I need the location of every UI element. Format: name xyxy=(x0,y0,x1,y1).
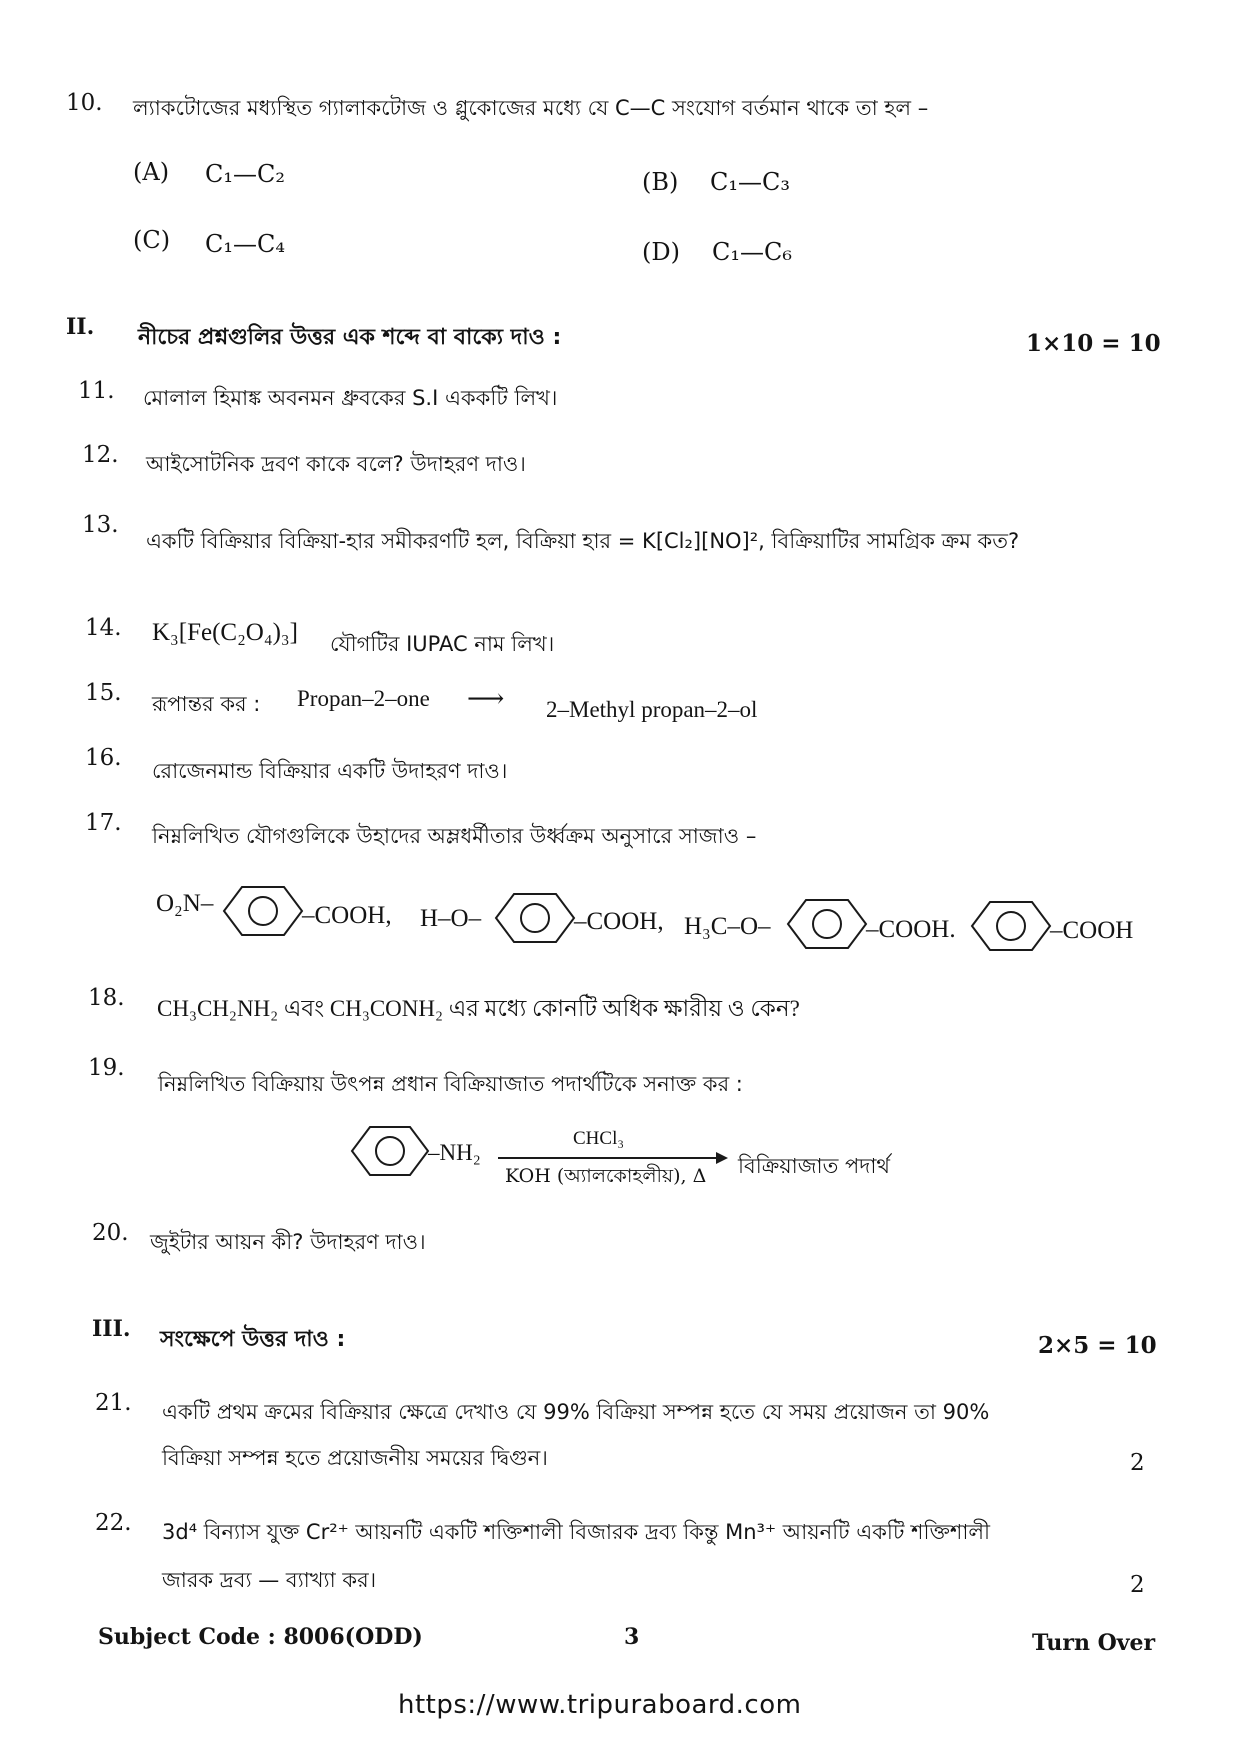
question-text: নিম্নলিখিত যৌগগুলিকে উহাদের অম্লধর্মীতার উর্ধ্বক্রম অনুসারে সাজাও – xyxy=(152,824,757,848)
question-number: 16. xyxy=(85,745,122,771)
question-number: 19. xyxy=(88,1055,125,1081)
compound-suffix: –COOH, xyxy=(302,902,392,929)
reaction-arrow: ⟶ xyxy=(467,684,505,713)
option-label: (B) xyxy=(642,168,679,196)
compound-suffix: –COOH, xyxy=(574,908,664,935)
compound-prefix: H–O– xyxy=(420,905,482,932)
reactant-name: Propan–2–one xyxy=(297,686,430,711)
question-number: 13. xyxy=(82,512,119,538)
question-number: 21. xyxy=(95,1390,132,1416)
question-number: 22. xyxy=(95,1510,132,1536)
reagent-bottom: KOH (অ্যালকোহলীয়), Δ xyxy=(505,1165,707,1187)
subject-code: Subject Code : 8006(ODD) xyxy=(98,1624,423,1650)
question-number: 14. xyxy=(85,615,122,641)
option-label: (D) xyxy=(642,238,680,266)
section-marks: 2×5 = 10 xyxy=(1038,1332,1157,1359)
question-text-line2: জারক দ্রব্য — ব্যাখ্যা কর। xyxy=(162,1568,377,1592)
question-text: রূপান্তর কর : xyxy=(152,692,261,716)
option-text: C₁—C₃ xyxy=(710,168,790,196)
option-label: (A) xyxy=(133,158,170,186)
reagent-top: CHCl₃ xyxy=(573,1128,624,1149)
compound-prefix: H₃C–O– xyxy=(684,913,771,940)
question-marks: 2 xyxy=(1130,1572,1145,1598)
product-label: বিক্রিয়াজাত পদার্থ xyxy=(738,1154,891,1178)
benzene-ring-icon xyxy=(786,898,868,950)
question-text: CH₃CH₂NH₂ এবং CH₃CONH₂ এর মধ্যে কোনটি অধিক ক্ষারীয় ও কেন? xyxy=(157,996,800,1021)
option-text: C₁—C₄ xyxy=(205,230,285,258)
benzene-ring-icon xyxy=(494,892,576,944)
question-marks: 2 xyxy=(1130,1450,1145,1476)
compound-suffix: –COOH xyxy=(1050,917,1134,944)
section-number: III. xyxy=(92,1316,131,1342)
question-text: নিম্নলিখিত বিক্রিয়ায় উৎপন্ন প্রধান বিক্রিয়াজাত পদার্থটিকে সনাক্ত কর : xyxy=(158,1072,743,1096)
benzene-ring-icon xyxy=(350,1125,430,1177)
question-text-line1: 3d⁴ বিন্যাস যুক্ত Cr²⁺ আয়নটি একটি শক্তিশালী বিজারক দ্রব্য কিন্তু Mn³⁺ আয়নটি একটি শক্তিশালী xyxy=(162,1520,991,1544)
section-title: সংক্ষেপে উত্তর দাও : xyxy=(160,1327,346,1352)
page-number: 3 xyxy=(624,1624,640,1650)
question-text-line1: একটি প্রথম ক্রমের বিক্রিয়ার ক্ষেত্রে দেখাও যে 99% বিক্রিয়া সম্পন্ন হতে যে সময় প্রয়োজন তা 90% xyxy=(162,1400,990,1424)
section-number: II. xyxy=(66,314,95,340)
reactant-group: –NH₂ xyxy=(428,1140,481,1165)
question-text: আইসোটনিক দ্রবণ কাকে বলে? উদাহরণ দাও। xyxy=(146,452,526,476)
option-text: C₁—C₂ xyxy=(205,160,285,188)
benzene-ring-icon xyxy=(970,900,1052,952)
question-number: 12. xyxy=(82,442,119,468)
question-text: জুইটার আয়ন কী? উদাহরণ দাও। xyxy=(150,1230,426,1254)
question-text: একটি বিক্রিয়ার বিক্রিয়া-হার সমীকরণটি হল, বিক্রিয়া হার = K[Cl₂][NO]², বিক্রিয়াটির সামগ্রিক ক্রম কত? xyxy=(146,529,1020,553)
benzene-ring-icon xyxy=(222,885,304,937)
question-number: 10. xyxy=(66,90,103,116)
option-text: C₁—C₆ xyxy=(712,238,792,266)
compound-prefix: O₂N– xyxy=(156,890,214,917)
question-number: 11. xyxy=(78,378,115,404)
product-name: 2–Methyl propan–2–ol xyxy=(546,697,758,722)
question-number: 17. xyxy=(85,810,122,836)
section-title: নীচের প্রশ্নগুলির উত্তর এক শব্দে বা বাক্যে দাও : xyxy=(138,325,562,350)
question-number: 20. xyxy=(92,1220,129,1246)
question-text: রোজেনমান্ড বিক্রিয়ার একটি উদাহরণ দাও। xyxy=(152,759,508,783)
question-number: 15. xyxy=(85,680,122,706)
turn-over-label: Turn Over xyxy=(1032,1630,1156,1656)
compound-suffix: –COOH. xyxy=(866,916,956,943)
option-label: (C) xyxy=(133,226,171,254)
source-url: https://www.tripuraboard.com xyxy=(398,1690,802,1720)
question-number: 18. xyxy=(88,985,125,1011)
section-marks: 1×10 = 10 xyxy=(1026,330,1161,357)
question-text: যৌগটির IUPAC নাম লিখ। xyxy=(330,632,555,656)
question-text-line2: বিক্রিয়া সম্পন্ন হতে প্রয়োজনীয় সময়ের দ্বিগুন। xyxy=(162,1446,548,1470)
question-text: ল্যাকটোজের মধ্যস্থিত গ্যালাকটোজ ও গ্লুকোজের মধ্যে যে C—C সংযোগ বর্তমান থাকে তা হল – xyxy=(133,96,929,120)
chemical-formula: K₃[Fe(C₂O₄)₃] xyxy=(152,619,298,646)
question-text: মোলাল হিমাঙ্ক অবনমন ধ্রুবকের S.I এককটি লিখ। xyxy=(143,386,558,410)
